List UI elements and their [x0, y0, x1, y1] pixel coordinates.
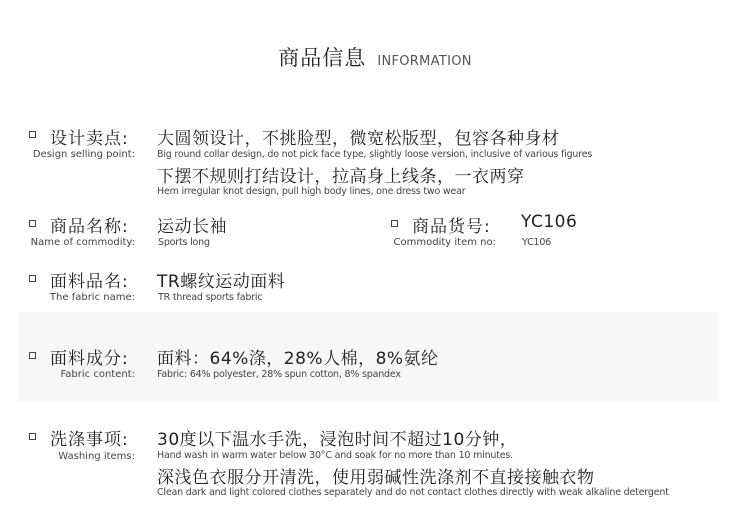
label-cn-name: 商品名称:	[50, 217, 129, 237]
value-en-fabric-content: Fabric: 64% polyester, 28% spun cotton, 8% spandex	[157, 369, 401, 380]
title-english: INFORMATION	[377, 54, 472, 69]
label-cn-fabric-content: 面料成分:	[50, 349, 129, 369]
value-en-name: Sports long	[158, 237, 210, 248]
label-cn-fabric-name: 面料品名:	[50, 272, 129, 292]
title-chinese: 商品信息	[278, 46, 367, 70]
value-cn-name: 运动长袖	[157, 217, 227, 237]
label-en-selling: Design selling point:	[32, 149, 135, 160]
value-en-selling-2: Hem irregular knot design, pull high body lines, one dress two wear	[157, 186, 466, 197]
value-en-selling-1: Big round collar design, do not pick face type, slightly loose version, inclusive of various figures	[157, 149, 593, 160]
bullet-icon	[391, 220, 398, 227]
value-cn-item-no: YC106	[521, 212, 578, 232]
section-title	[0, 42, 750, 72]
value-en-washing-1: Hand wash in warm water below 30°C and soak for no more than 10 minutes.	[157, 450, 513, 461]
bullet-icon	[29, 131, 36, 138]
value-cn-washing-2: 深浅色衣服分开清洗，使用弱碱性洗涤剂不直接接触衣物	[157, 468, 595, 488]
label-en-name: Name of commodity:	[30, 237, 135, 248]
value-en-item-no: YC106	[522, 237, 552, 248]
value-cn-fabric-content: 面料：64%涤，28%人棉，8%氨纶	[157, 349, 439, 369]
value-cn-selling-2: 下摆不规则打结设计，拉高身上线条，一衣两穿	[157, 167, 525, 187]
bullet-icon	[29, 352, 36, 359]
value-cn-selling-1: 大圆领设计，不挑脸型，微宽松版型，包容各种身材	[157, 129, 560, 149]
value-en-fabric-name: TR thread sports fabric	[158, 292, 263, 303]
label-en-washing: Washing items:	[58, 451, 135, 462]
label-cn-item-no: 商品货号:	[412, 217, 491, 237]
value-en-washing-2: Clean dark and light colored clothes separately and do not contact clothes directly with weak alkaline detergent	[157, 487, 669, 498]
label-cn-selling: 设计卖点:	[50, 129, 129, 149]
label-cn-washing: 洗涤事项:	[50, 430, 129, 450]
bullet-icon	[29, 433, 36, 440]
value-cn-fabric-name: TR螺纹运动面料	[157, 272, 286, 292]
label-en-fabric-name: The fabric name:	[49, 292, 135, 303]
bullet-icon	[29, 220, 36, 227]
value-cn-washing-1: 30度以下温水手洗，浸泡时间不超过10分钟，	[157, 430, 518, 450]
label-en-fabric-content: Fabric content:	[60, 369, 135, 380]
bullet-icon	[29, 275, 36, 282]
label-en-item-no: Commodity item no:	[393, 237, 496, 248]
